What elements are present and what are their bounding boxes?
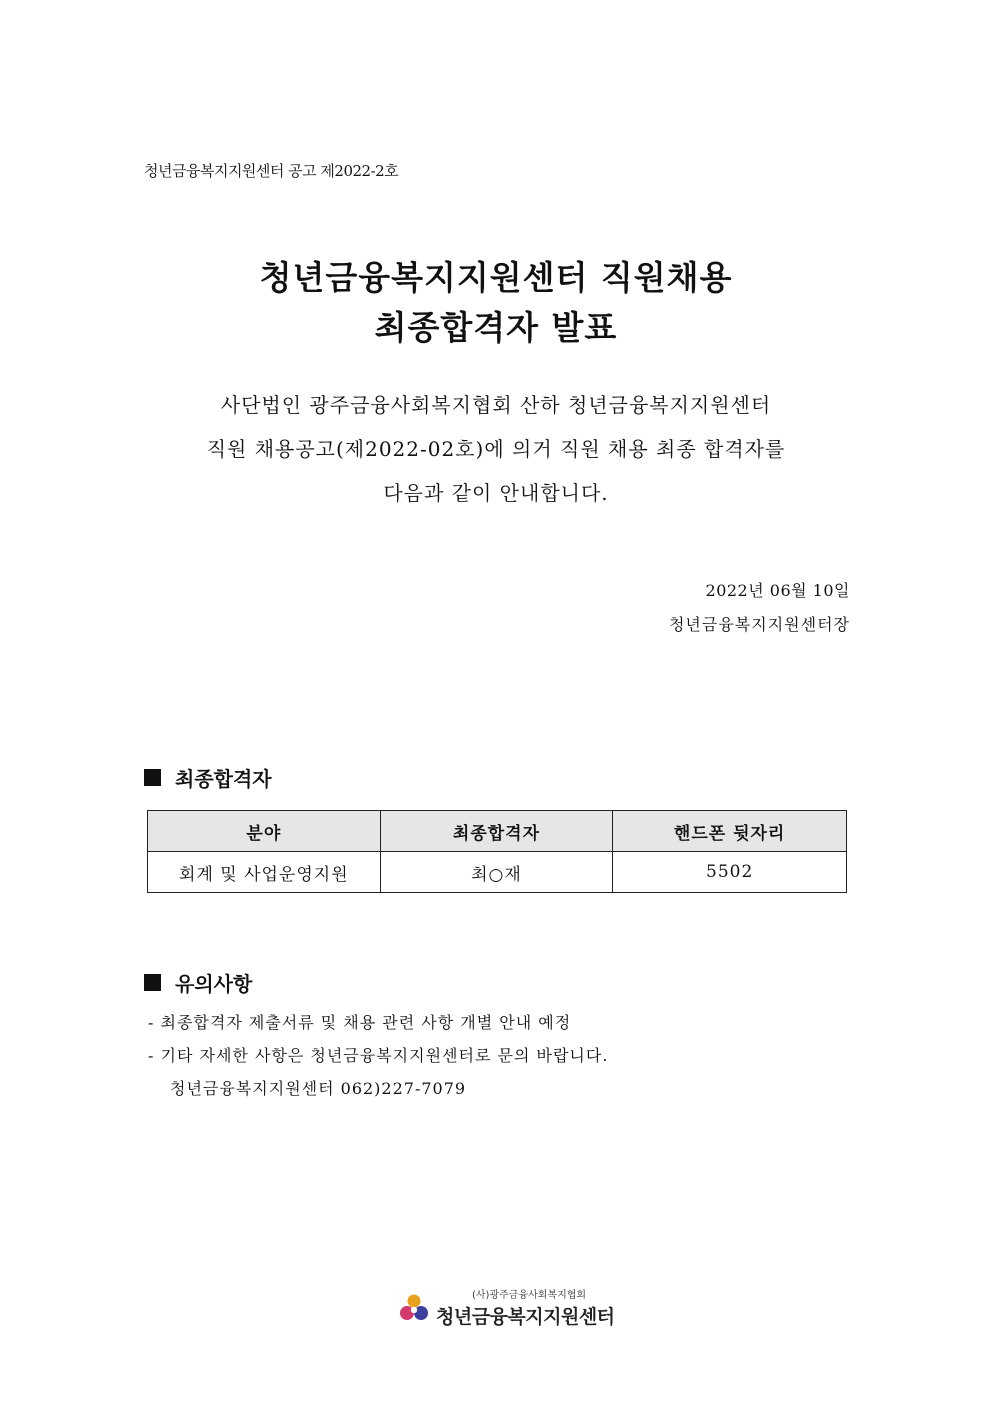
notes-section-heading	[144, 968, 252, 997]
square-bullet-icon	[144, 769, 161, 786]
square-bullet-icon	[144, 974, 161, 991]
table-row	[148, 852, 847, 893]
intro-line: 다음과 같이 안내합니다.	[383, 481, 609, 505]
note-item: - 최종합격자 제출서류 및 채용 관련 사항 개별 안내 예정	[148, 1013, 572, 1032]
note-item: - 기타 자세한 사항은 청년금융복지지원센터로 문의 바랍니다.	[148, 1046, 609, 1065]
result-table	[147, 810, 847, 893]
table-header-row	[148, 811, 847, 852]
section-heading-text: 유의사항	[175, 972, 253, 996]
document-title-line2: 최종합격자 발표	[374, 308, 618, 347]
footer-names	[436, 1286, 615, 1329]
column-header-phone-suffix: 핸드폰 뒷자리	[613, 811, 847, 852]
intro-line: 사단법인 광주금융사회복지협회 산하 청년금융복지지원센터	[220, 393, 772, 417]
three-circles-logo-icon	[398, 1292, 430, 1324]
column-header-field: 분야	[148, 811, 381, 852]
result-section-heading	[144, 763, 272, 792]
intro-paragraph	[0, 383, 992, 515]
section-heading-text: 최종합격자	[175, 767, 272, 791]
center-name: 청년금융복지지원센터	[436, 1306, 615, 1328]
notice-number: 청년금융복지지원센터 공고 제2022-2호	[144, 162, 399, 180]
footer-logo-block	[398, 1286, 615, 1329]
contact-info: 청년금융복지지원센터 062)227-7079	[170, 1079, 467, 1098]
cell-field: 회계 및 사업운영지원	[148, 852, 381, 893]
signer: 청년금융복지지원센터장	[668, 615, 850, 634]
notes-list	[148, 1006, 608, 1105]
intro-line: 직원 채용공고(제2022-02호)에 의거 직원 채용 최종 합격자를	[206, 437, 786, 461]
announcement-date: 2022년 06월 10일	[705, 581, 850, 600]
association-name: (사)광주금융사회복지협회	[472, 1290, 587, 1301]
column-header-finalist: 최종합격자	[380, 811, 613, 852]
cell-phone-suffix: 5502	[613, 852, 847, 893]
cell-finalist: 최○재	[380, 852, 613, 893]
document-title-line1: 청년금융복지지원센터 직원채용	[259, 258, 733, 297]
